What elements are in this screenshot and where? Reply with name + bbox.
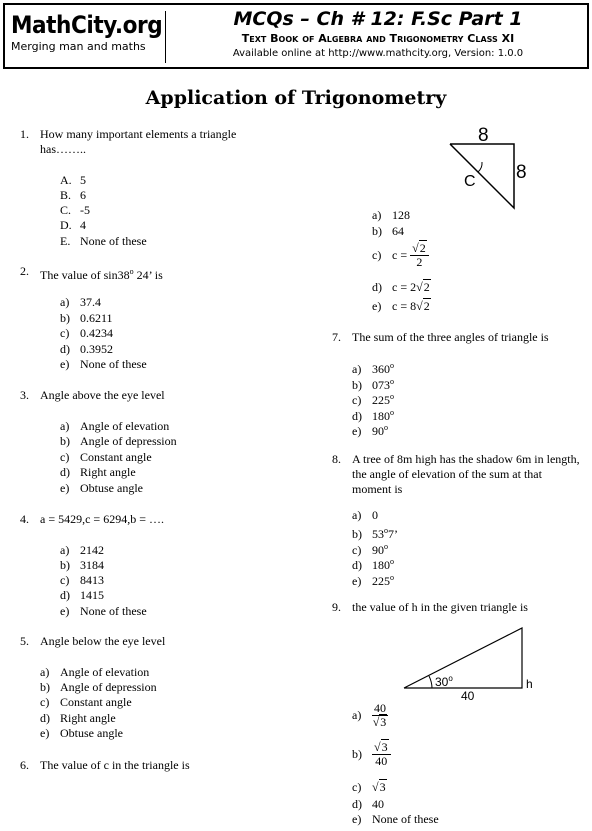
triangle-figure-q6: [440, 120, 540, 215]
option-e: e) None of these: [352, 812, 439, 826]
question-text: A tree of 8m high has the shadow 6m in length, the angle of elevation of the sum at that moment is: [352, 452, 580, 496]
option-c: c) c = $\frac{√2}{2}$: [372, 242, 429, 269]
question-text: a = 5429,c = 6294,b = ….: [40, 512, 164, 526]
angle-arc: [429, 676, 432, 688]
option-e: E. None of these: [60, 234, 147, 248]
question-number: 6.: [20, 758, 29, 772]
triangle-outline: [404, 628, 522, 688]
option-a: a) 2142: [60, 543, 104, 557]
height-label: h: [526, 677, 533, 691]
option-a: a) 37.4: [60, 295, 101, 309]
header-title: MCQs – Ch # 12: F.Sc Part 1: [233, 8, 523, 30]
option-d: d) 1415: [60, 588, 104, 602]
option-b: b) 073$^o$: [352, 377, 394, 392]
header-subtitle: Text Book of Algebra and Trigonometry Class XI: [241, 32, 515, 45]
question-text: the value of h in the given triangle is: [352, 600, 528, 614]
option-e: e) None of these: [60, 357, 147, 371]
triangle-outline: [450, 144, 514, 208]
option-c: c) 0.4234: [60, 326, 113, 340]
option-c: c) 8413: [60, 573, 104, 587]
question-number: 1.: [20, 127, 29, 141]
side-top-label: 8: [478, 125, 489, 146]
option-d: d) 0.3952: [60, 342, 113, 356]
option-e: e) 90$^o$: [352, 423, 388, 438]
option-b: b) 53$^o$7’: [352, 526, 398, 541]
question-number: 8.: [332, 452, 341, 466]
header-info: [173, 7, 583, 61]
option-b: b) $\frac{√3}{40}$: [352, 741, 391, 768]
option-b: b) 0.6211: [60, 311, 113, 325]
logo-title: MathCity.org: [11, 11, 163, 39]
question-number: 3.: [20, 388, 29, 402]
mathcity-logo: [11, 11, 166, 63]
question-text: How many important elements a triangle has……..: [40, 127, 237, 156]
option-e: e) c = 8√2: [372, 299, 430, 313]
logo-tagline: Merging man and maths: [11, 40, 146, 53]
angle-label: 30$^o$: [435, 674, 453, 689]
option-c: c) Constant angle: [40, 695, 132, 709]
question-text: The sum of the three angles of triangle is: [352, 330, 549, 344]
header-availability: Available online at http://www.mathcity.org, Version: 1.0.0: [232, 48, 524, 59]
page-title: Application of Trigonometry: [145, 87, 447, 109]
angle-c-label: C: [464, 173, 476, 190]
side-right-label: 8: [516, 162, 527, 183]
question-number: 9.: [332, 600, 341, 614]
option-c: c) √3: [352, 780, 386, 794]
option-a: A. 5: [60, 173, 86, 187]
option-e: e) 225$^o$: [352, 573, 394, 588]
question-number: 2.: [20, 264, 29, 278]
document-header: [3, 3, 589, 69]
option-a: a) Angle of elevation: [60, 419, 170, 433]
question-text: Angle below the eye level: [40, 634, 166, 648]
option-a: a) 360$^o$: [352, 361, 394, 376]
option-c: c) 225$^o$: [352, 392, 394, 407]
option-a: a) Angle of elevation: [40, 665, 150, 679]
option-a: a) 0: [352, 508, 378, 522]
triangle-figure-q9: [398, 624, 548, 702]
option-b: b) 64: [372, 224, 404, 238]
option-c: c) 90$^o$: [352, 542, 388, 557]
option-a: a) $\frac{40}{√3}$: [352, 701, 387, 729]
option-d: d) 180$^o$: [352, 557, 394, 572]
option-b: b) 3184: [60, 558, 104, 572]
angle-arc: [478, 162, 482, 172]
option-d: D. 4: [60, 218, 86, 232]
option-d: d) 180$^o$: [352, 408, 394, 423]
option-b: b) Angle of depression: [60, 434, 177, 448]
option-c: C. -5: [60, 203, 90, 217]
question-number: 5.: [20, 634, 29, 648]
option-d: d) c = 2√2: [372, 280, 430, 294]
option-d: d) 40: [352, 797, 384, 811]
question-text: The value of c in the triangle is: [40, 758, 190, 772]
question-number: 7.: [332, 330, 341, 344]
option-e: e) None of these: [60, 604, 147, 618]
base-label: 40: [461, 689, 475, 702]
option-d: d) Right angle: [40, 711, 116, 725]
option-b: b) Angle of depression: [40, 680, 157, 694]
question-text: The value of sin38$^o$ 24’ is: [40, 267, 163, 282]
option-e: e) Obtuse angle: [40, 726, 123, 740]
option-d: d) Right angle: [60, 465, 136, 479]
option-a: a) 128: [372, 208, 410, 222]
option-b: B. 6: [60, 188, 86, 202]
question-number: 4.: [20, 512, 29, 526]
question-text: Angle above the eye level: [40, 388, 165, 402]
option-c: c) Constant angle: [60, 450, 152, 464]
option-e: e) Obtuse angle: [60, 481, 143, 495]
